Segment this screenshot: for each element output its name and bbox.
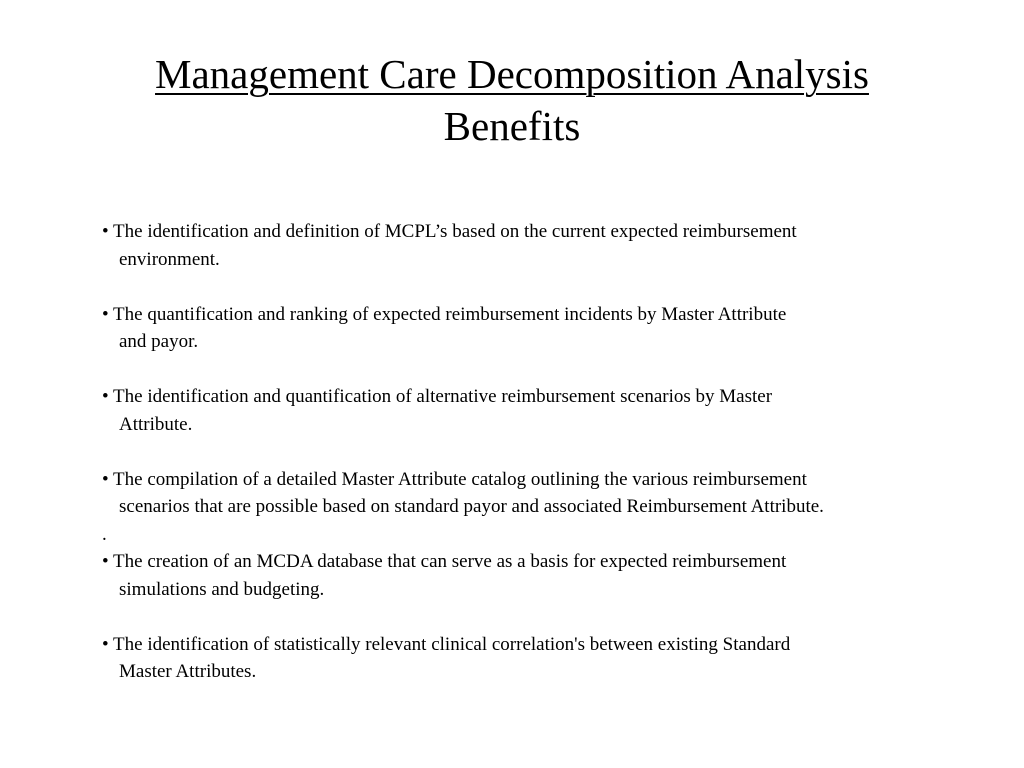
bullet-text: • The quantification and ranking of expected reimbursement incidents by Master Attribute <box>102 303 787 325</box>
bullet-text: • The identification and quantification of alternative reimbursement scenarios by Master <box>102 386 773 407</box>
spacer <box>102 273 982 301</box>
spacer <box>102 356 982 384</box>
bullet-text-continued: Master Attributes. <box>119 661 257 682</box>
spacer <box>102 438 982 466</box>
bullet-text: • The identification and definition of MCPL’s based on the current expected reimbursement <box>102 221 797 242</box>
spacer <box>102 603 982 631</box>
bullet-text: • The identification of statistically relevant clinical correlation's between existing Standard <box>102 633 791 655</box>
title-heading: Management Care Decomposition Analysis <box>155 51 869 97</box>
bullet-text-continued: and payor. <box>119 331 199 352</box>
bullet-item-mcda-database <box>102 548 982 603</box>
bullet-text-continued: simulations and budgeting. <box>119 578 325 600</box>
bullet-text-continued: Attribute. <box>119 413 193 435</box>
bullet-item-mcpl-definition <box>102 218 982 273</box>
title-subheading: Benefits <box>443 103 581 149</box>
bullet-text-continued: environment. <box>119 248 220 270</box>
bullet-text: • The creation of an MCDA database that can serve as a basis for expected reimbursement <box>102 551 787 572</box>
stray-period: . <box>102 523 107 545</box>
slide-title <box>0 48 1024 152</box>
bullet-list <box>102 218 982 686</box>
bullet-text: • The compilation of a detailed Master Attribute catalog outlining the various reimbursement <box>102 468 807 490</box>
bullet-item-alternative-scenarios <box>102 383 982 438</box>
bullet-item-clinical-correlations <box>102 631 982 686</box>
bullet-item-quantification-ranking <box>102 301 982 356</box>
bullet-item-attribute-catalog <box>102 466 982 521</box>
bullet-text-continued: scenarios that are possible based on standard payor and associated Reimbursement Attribute. <box>119 496 824 517</box>
